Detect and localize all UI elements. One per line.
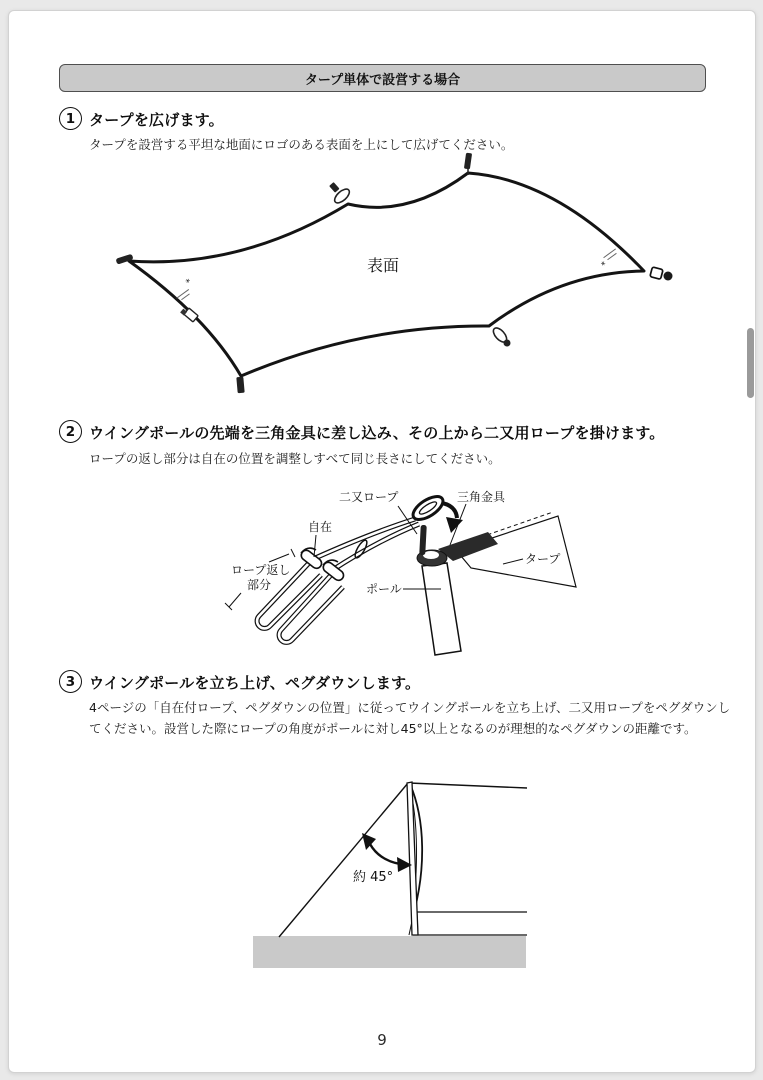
step-2-title: ウイングポールの先端を三角金具に差し込み、その上から二又用ロープを掛けます。 xyxy=(89,424,665,442)
top-corner-peg xyxy=(464,153,472,175)
label-adjuster: 自在 xyxy=(308,520,333,534)
pole-and-fitting xyxy=(417,512,576,655)
label-pole: ポール xyxy=(366,582,402,596)
label-triangle-fitting: 三角金具 xyxy=(457,490,506,504)
step-3-title: ウイングポールを立ち上げ、ペグダウンします。 xyxy=(89,674,421,692)
tarp-panel xyxy=(409,783,527,935)
svg-text:*: * xyxy=(599,260,610,271)
step-1-title: タープを広げます。 xyxy=(89,111,224,129)
ground xyxy=(253,936,526,968)
angle-label: 約 45° xyxy=(353,870,394,885)
step-3-number xyxy=(59,670,82,693)
section-header-label: タープ単体で設営する場合 xyxy=(304,72,461,88)
step-1-number-text: 1 xyxy=(65,110,76,127)
pegdown-angle-diagram xyxy=(251,759,531,974)
page-number: 9 xyxy=(377,1031,387,1049)
top-left-carabiner xyxy=(329,182,352,205)
label-forked-rope: 二又ロープ xyxy=(339,490,399,504)
svg-text:*: * xyxy=(184,277,195,289)
right-tip-ring xyxy=(650,267,673,281)
manual-page xyxy=(8,10,756,1073)
step-2-number xyxy=(59,420,82,443)
angle-arrow-icon xyxy=(362,833,412,872)
place-loop-arrow-icon xyxy=(442,503,463,533)
label-rope-return-2: 部分 xyxy=(247,578,272,592)
step-3-description-line-1: 4ページの「自在付ロープ、ペグダウンの位置」に従ってウイングポールを立ち上げ、二又用ロープをペグダウンし xyxy=(89,700,731,715)
bottom-right-hook xyxy=(491,326,511,347)
bottom-corner-peg xyxy=(236,377,244,394)
pole-body xyxy=(422,563,461,655)
step-2-number-text: 2 xyxy=(65,423,76,440)
pole-rigging-diagram xyxy=(211,483,581,665)
step-1-description: タープを設営する平坦な地面にロゴのある表面を上にして広げてください。 xyxy=(89,137,514,152)
section-header xyxy=(59,64,706,92)
label-rope-return-1: ロープ返し xyxy=(231,563,291,577)
scrollbar-thumb[interactable] xyxy=(747,328,754,398)
tarp-surface-label: 表面 xyxy=(366,256,400,275)
tarp-spread-diagram xyxy=(81,149,701,409)
step-3-description-line-2: てください。設営した際にロープの角度がポールに対し45°以上となるのが理想的なペグダウンの距離です。 xyxy=(89,721,697,736)
step-1-number xyxy=(59,107,82,130)
step-2-description: ロープの返し部分は自在の位置を調整しすべて同じ長さにしてください。 xyxy=(89,451,501,466)
step-3-number-text: 3 xyxy=(65,673,76,690)
label-tarp: タープ xyxy=(525,552,561,566)
